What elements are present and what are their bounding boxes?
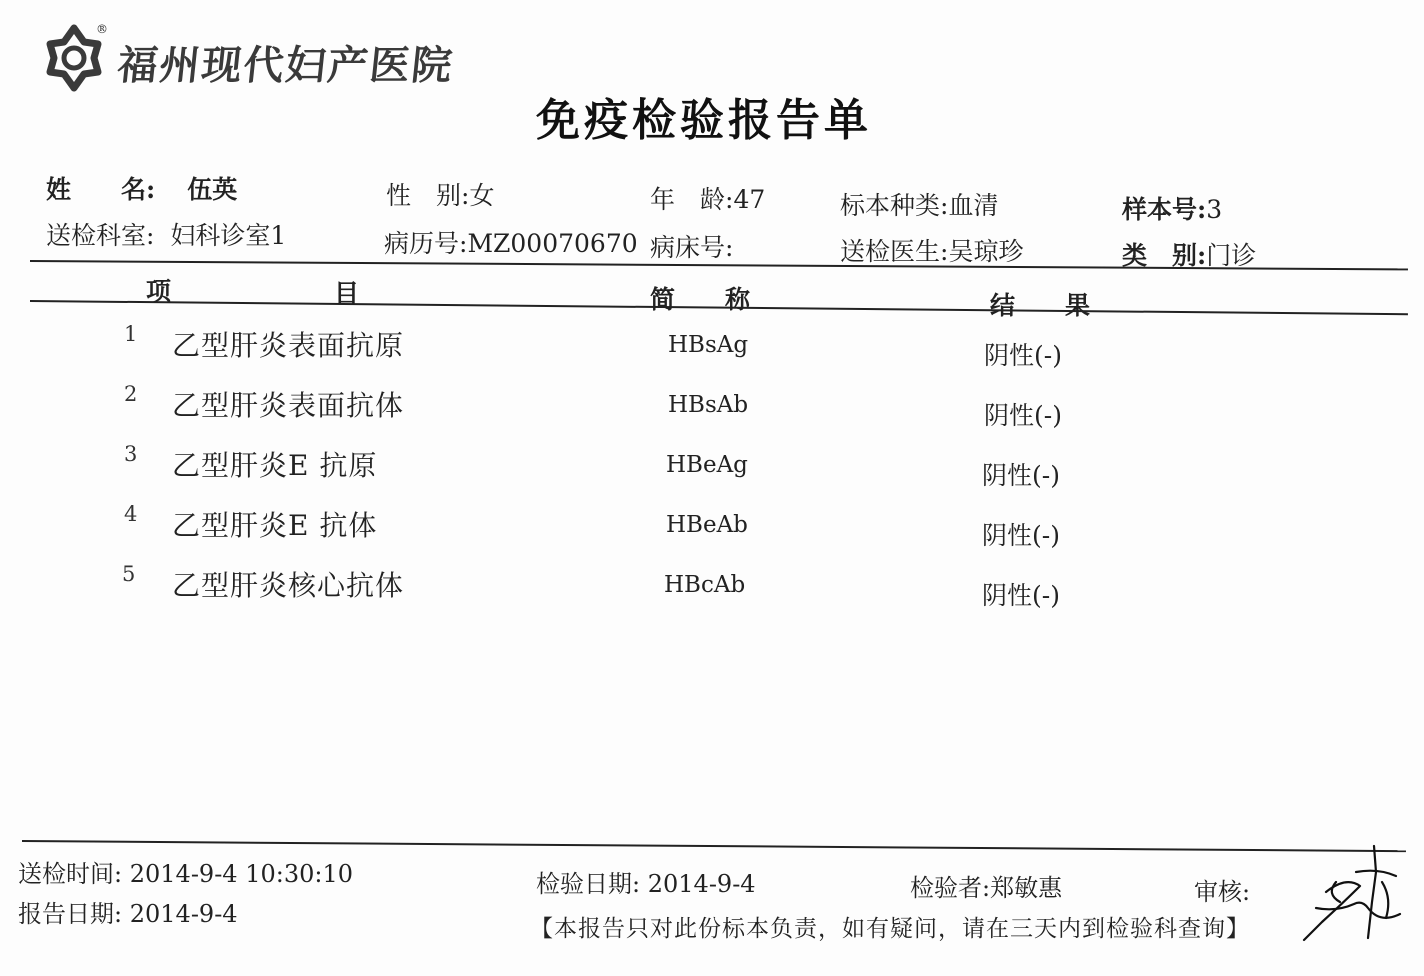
row-result: 阴性(-)	[982, 461, 1060, 490]
bed-no-label: 病床号:	[650, 233, 734, 262]
record-no-value: MZ00070670	[467, 229, 638, 258]
row-abbreviation: HBsAb	[668, 392, 749, 418]
row-result: 阴性(-)	[984, 401, 1062, 430]
footer-rule	[22, 840, 1406, 852]
sample-no-value: 3	[1206, 195, 1223, 224]
row-number: 2	[124, 382, 138, 406]
category-value: 门诊	[1206, 241, 1257, 270]
age-field	[650, 180, 765, 216]
hospital-name: 福州现代妇产医院	[115, 43, 457, 89]
report-date-field	[18, 894, 238, 929]
reviewer-signature	[1296, 842, 1406, 946]
bed-no-field	[650, 228, 733, 264]
row-abbreviation: HBsAg	[668, 332, 749, 358]
doctor-value: 吴琼珍	[948, 237, 1024, 266]
send-time-field	[18, 854, 353, 889]
send-time-label: 送检时间:	[18, 860, 123, 888]
row-result: 阴性(-)	[984, 341, 1062, 370]
tester-value: 郑敏惠	[990, 874, 1063, 902]
tester-label: 检验者:	[910, 874, 991, 902]
row-item-name: 乙型肝炎表面抗原	[172, 329, 405, 362]
test-date-label: 检验日期:	[536, 870, 641, 898]
row-result: 阴性(-)	[982, 521, 1060, 550]
department-field	[46, 216, 286, 252]
report-date-value: 2014-9-4	[129, 900, 238, 928]
record-no-field	[384, 224, 638, 260]
specimen-label: 标本种类:	[840, 191, 949, 220]
send-time-value: 2014-9-4 10:30:10	[129, 860, 353, 888]
test-date-field	[536, 864, 756, 899]
column-header-item-a: 项	[146, 277, 172, 306]
specimen-value: 血清	[948, 191, 999, 220]
test-date-value: 2014-9-4	[647, 870, 756, 898]
tester-field	[910, 868, 1062, 903]
disclaimer-notice: 【本报告只对此份标本负责，如有疑问，请在三天内到检验科查询】	[530, 916, 1250, 942]
patient-name-value: 伍英	[187, 175, 238, 204]
row-abbreviation: HBeAg	[666, 452, 748, 478]
doctor-field	[840, 232, 1023, 268]
record-no-label: 病历号:	[384, 229, 468, 258]
doctor-label: 送检医生:	[840, 237, 949, 266]
gender-field	[386, 176, 494, 212]
column-header-item-b: 目	[334, 279, 360, 308]
reviewer-label: 审核:	[1194, 878, 1251, 906]
sample-no-label: 样本号:	[1122, 195, 1207, 224]
row-number: 1	[124, 322, 138, 346]
row-item-name: 乙型肝炎E 抗体	[172, 509, 378, 542]
reviewer-field	[1194, 872, 1250, 907]
sample-no-field	[1122, 190, 1222, 226]
row-number: 4	[124, 502, 138, 526]
age-label: 年 龄:	[650, 185, 734, 214]
column-header-abbr: 简 称	[650, 285, 751, 314]
row-number: 3	[124, 442, 138, 466]
department-value: 妇科诊室1	[170, 221, 287, 250]
row-abbreviation: HBcAb	[664, 572, 746, 598]
report-title: 免疫检验报告单	[536, 95, 872, 146]
row-result: 阴性(-)	[982, 581, 1060, 610]
column-header-result: 结 果	[990, 291, 1091, 320]
gender-value: 女	[469, 181, 495, 210]
registered-mark: ®	[96, 22, 108, 36]
row-item-name: 乙型肝炎表面抗体	[172, 389, 405, 422]
gender-label: 性 别:	[386, 181, 470, 210]
patient-name-field	[46, 170, 237, 206]
report-date-label: 报告日期:	[18, 900, 123, 928]
row-item-name: 乙型肝炎E 抗原	[172, 449, 378, 482]
row-item-name: 乙型肝炎核心抗体	[172, 569, 405, 602]
department-label: 送检科室:	[46, 221, 155, 250]
row-number: 5	[122, 562, 136, 586]
age-value: 47	[733, 185, 766, 214]
row-abbreviation: HBeAb	[666, 512, 748, 538]
category-label: 类 别:	[1122, 241, 1207, 270]
specimen-field	[840, 186, 998, 222]
patient-name-label: 姓 名:	[46, 175, 156, 204]
